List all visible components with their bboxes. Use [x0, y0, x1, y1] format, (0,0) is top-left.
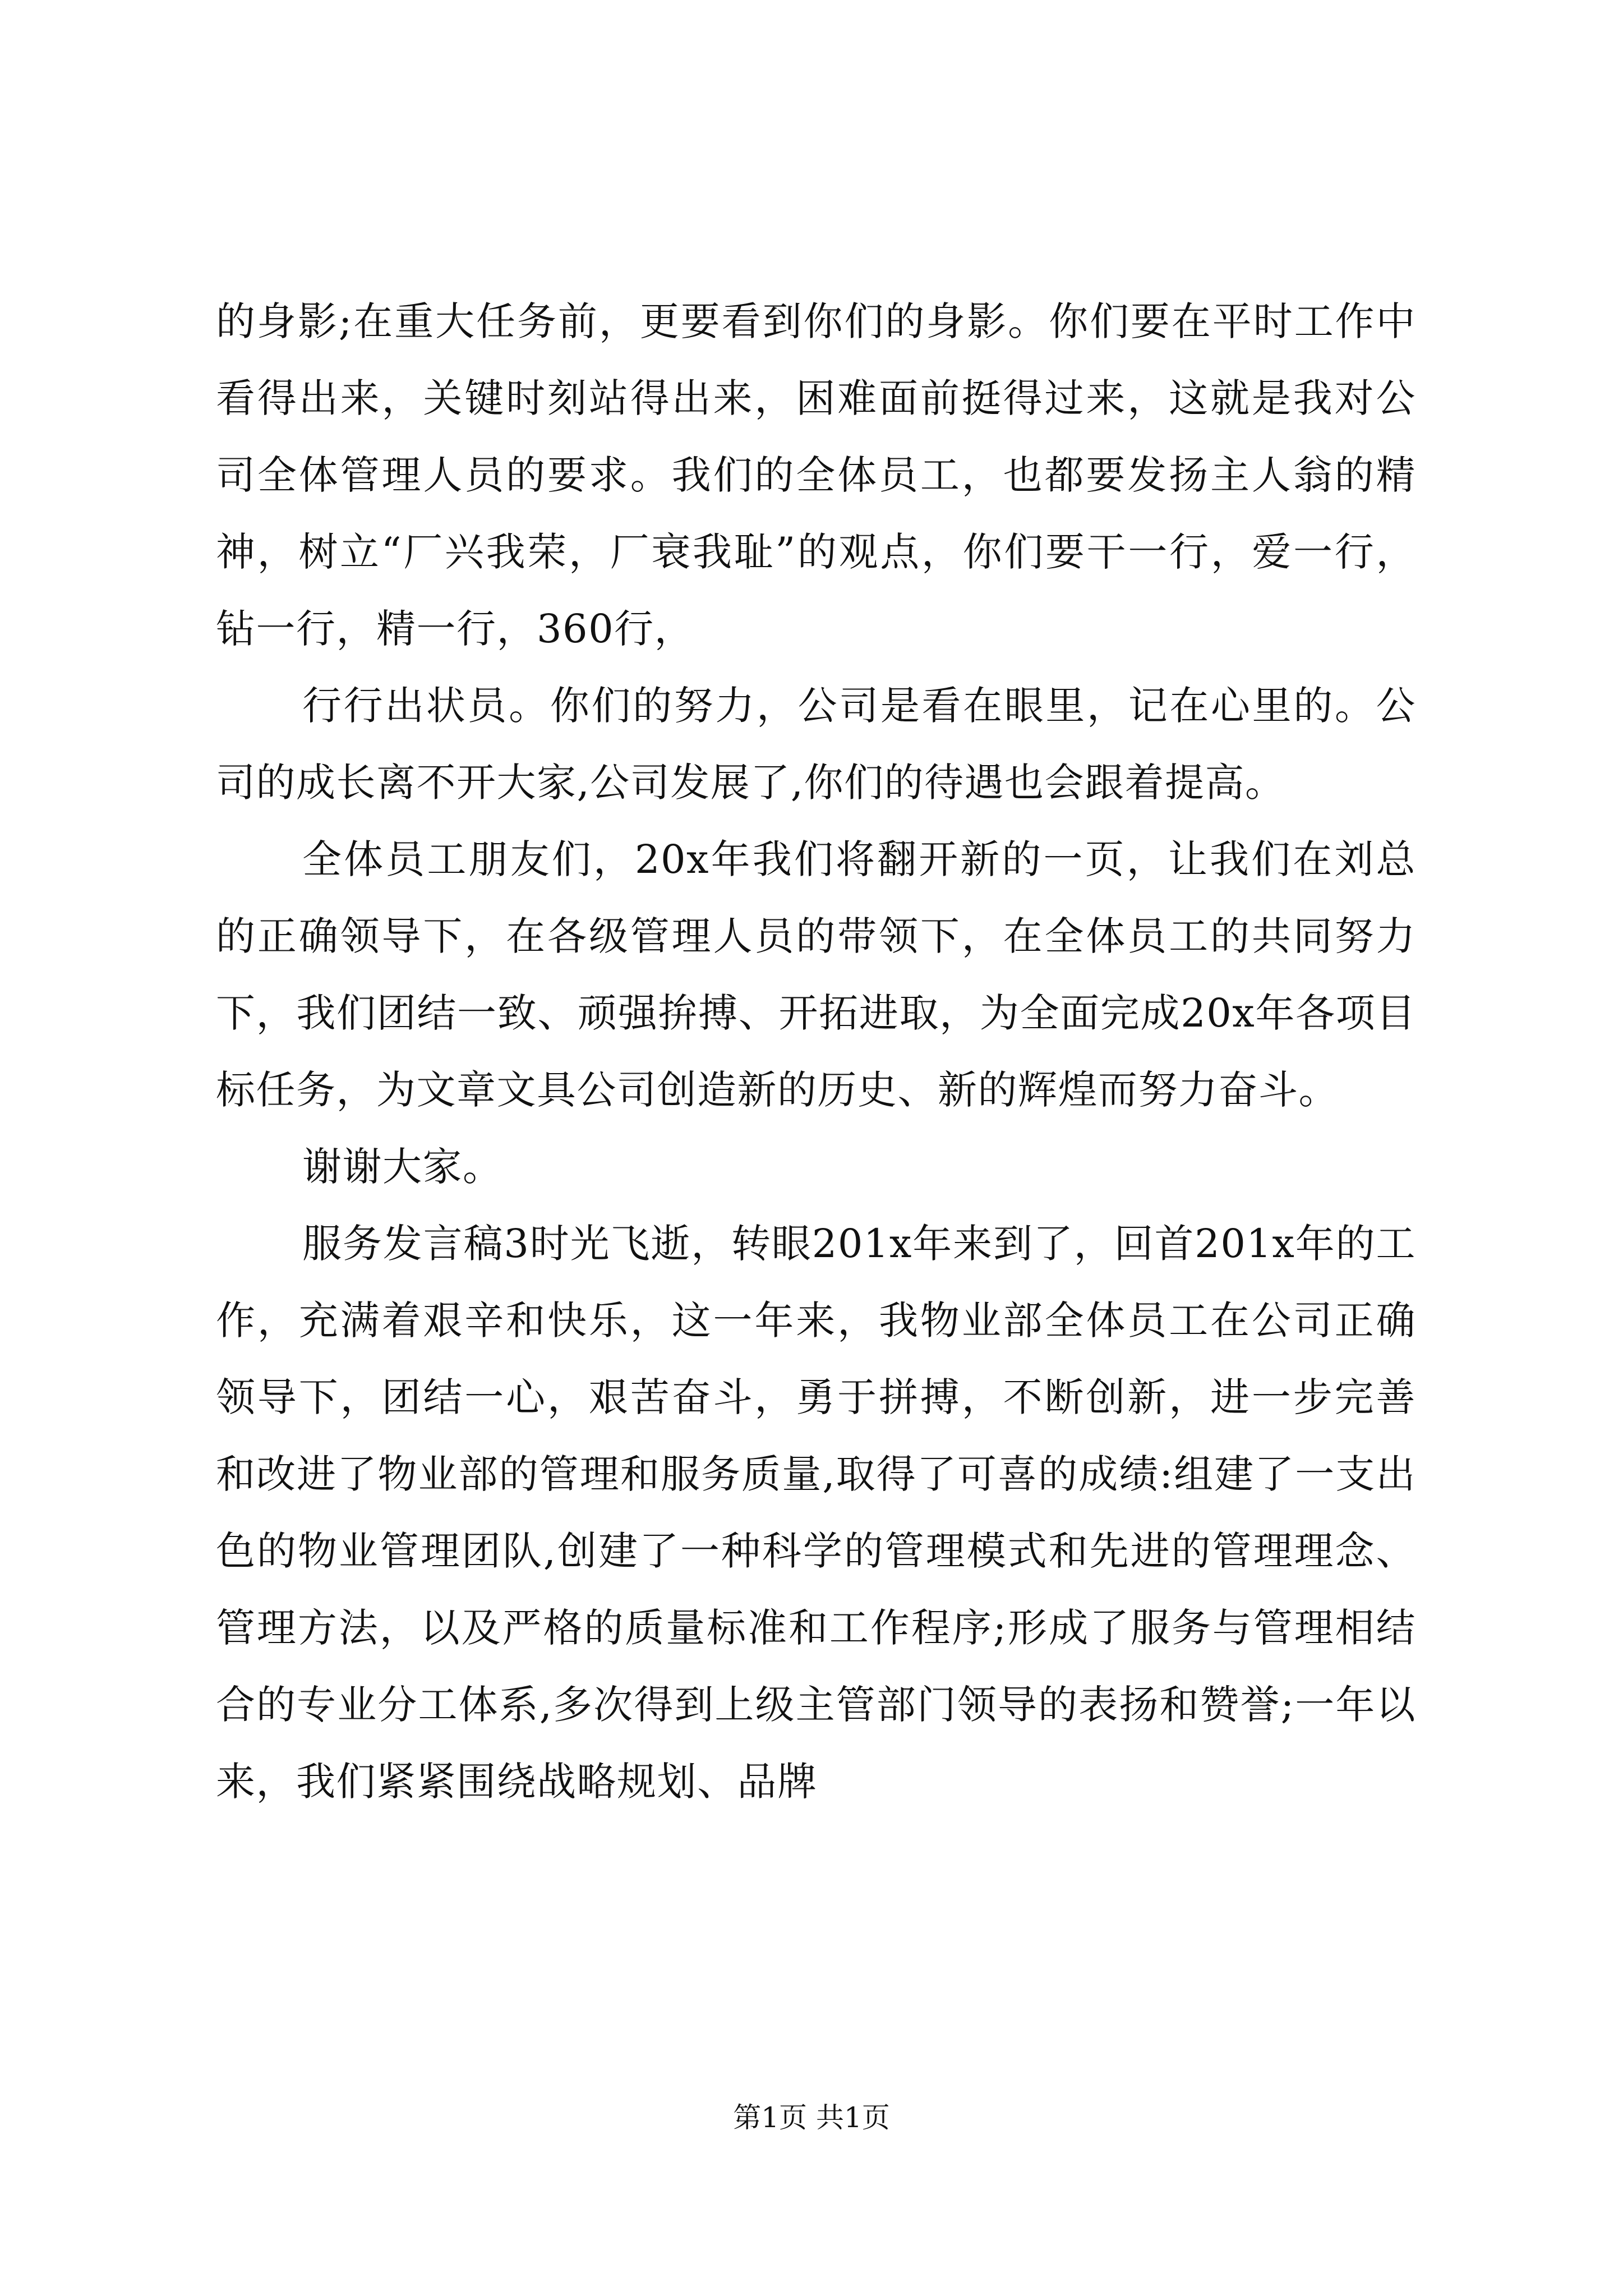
- paragraph-1: 的身影;在重大任务前，更要看到你们的身影。你们要在平时工作中看得出来，关键时刻站得出来，困难面前挺得过来，这就是我对公司全体管理人员的要求。我们的全体员工，也都要发扬主人翁的精神，树立“厂兴我荣，厂衰我耻”的观点，你们要干一行，爱一行，钻一行，精一行，360行，: [216, 298, 1416, 652]
- page-number-label: 第1页 共1页: [733, 2101, 890, 2134]
- page-footer: [0, 2098, 1623, 2137]
- paragraph-4: 谢谢大家。: [302, 1144, 503, 1190]
- paragraph-5: 服务发言稿3时光飞逝，转眼201x年来到了，回首201x年的工作，充满着艰辛和快乐，这一年来，我物业部全体员工在公司正确领导下，团结一心，艰苦奋斗，勇于拼搏，不断创新，进一步完善和改进了物业部的管理和服务质量,取得了可喜的成绩:组建了一支出色的物业管理团队,创建了一种科学的管理模式和先进的管理理念、管理方法，以及严格的质量标准和工作程序;形成了服务与管理相结合的专业分工体系,多次得到上级主管部门领导的表扬和赞誉;一年以来，我们紧紧围绕战略规划、品牌: [216, 1221, 1416, 1805]
- paragraph-3: 全体员工朋友们，20x年我们将翻开新的一页，让我们在刘总的正确领导下，在各级管理人员的带领下，在全体员工的共同努力下，我们团结一致、顽强拚搏、开拓进取，为全面完成20x年各项目标任务，为文章文具公司创造新的历史、新的辉煌而努力奋斗。: [216, 836, 1416, 1113]
- paragraph-2: 行行出状员。你们的努力，公司是看在眼里，记在心里的。公司的成长离不开大家,公司发展了,你们的待遇也会跟着提高。: [216, 683, 1416, 806]
- document-body: [216, 283, 1416, 1820]
